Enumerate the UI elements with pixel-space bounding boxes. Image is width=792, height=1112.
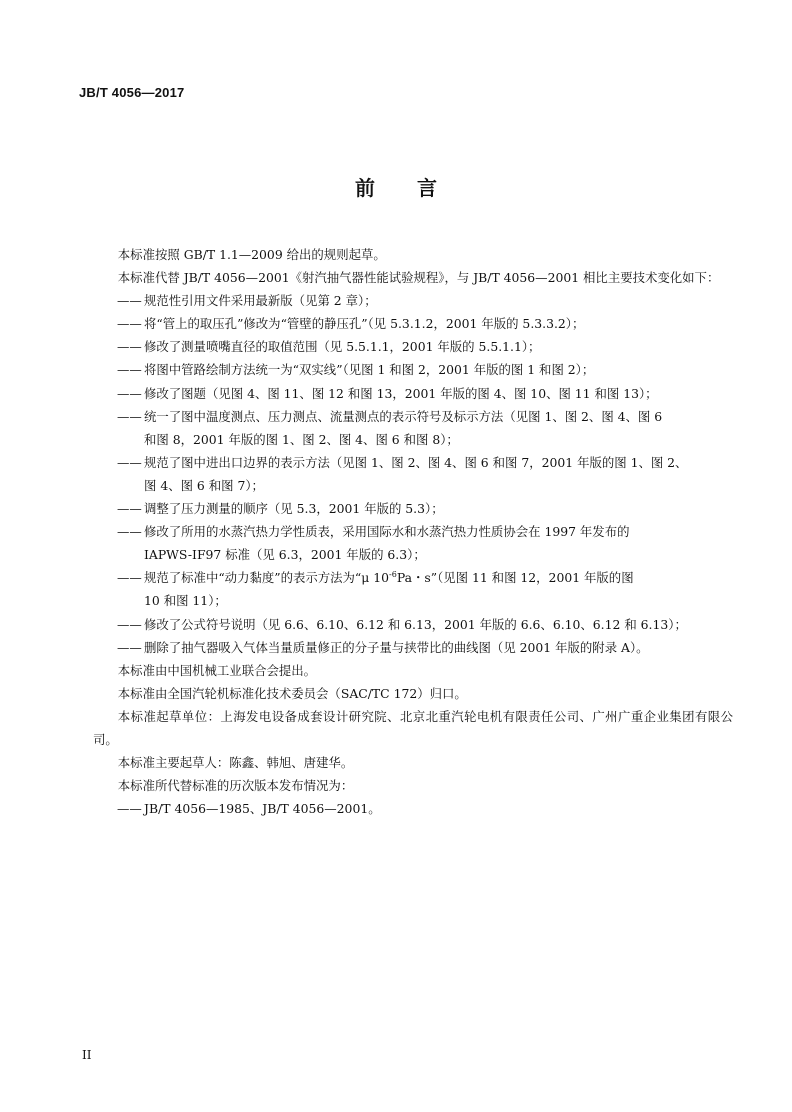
- foreword-body: [93, 243, 733, 820]
- history-item: —— JB/T 4056—1985、JB/T 4056—2001。: [93, 797, 733, 820]
- dash-mark: ——: [117, 616, 142, 632]
- change-item: —— 修改了图题（见图 4、图 11、图 12 和图 13，2001 年版的图 4、图 10、图 11 和图 13）；: [93, 382, 733, 405]
- dash-mark: ——: [117, 339, 142, 355]
- page-title: [0, 172, 792, 201]
- change-item: —— 调整了压力测量的顺序（见 5.3，2001 年版的 5.3）；: [93, 497, 733, 520]
- change-item: —— 将图中管路绘制方法统一为“双实线”（见图 1 和图 2，2001 年版的图 1 和图 2）；: [93, 358, 733, 381]
- change-item: —— 修改了所用的水蒸汽热力学性质表，采用国际水和水蒸汽热力性质协会在 1997 年发布的 IAPWS-IF97 标准（见 6.3，2001 年版的 6.3）；: [93, 520, 733, 566]
- document-code-header: JB/T 4056—2017: [79, 85, 185, 100]
- change-item: —— 修改了公式符号说明（见 6.6、6.10、6.12 和 6.13，2001 年版的 6.6、6.10、6.12 和 6.13）；: [93, 613, 733, 636]
- exponent: -6: [389, 570, 397, 580]
- page-number: II: [82, 1048, 92, 1062]
- dash-mark: ——: [117, 639, 142, 655]
- paragraph-drafting-rule: 本标准按照 GB/T 1.1—2009 给出的规则起草。: [117, 247, 386, 262]
- dash-mark: ——: [117, 408, 142, 424]
- paragraph-replacement: 本标准代替 JB/T 4056—2001《射汽抽气器性能试验规程》，与 JB/T 4056—2001 相比主要技术变化如下：: [117, 270, 720, 286]
- dash-mark: ——: [117, 524, 142, 540]
- dash-mark: ——: [117, 454, 142, 470]
- dash-mark: ——: [117, 362, 142, 378]
- dash-mark: ——: [117, 316, 142, 332]
- change-item: —— 规范了标准中“动力黏度”的表示方法为“μ $10^{-6}Pa$・s”（见图 11 和图 12，2001 年版的图 10 和图 11）；: [93, 566, 733, 612]
- dash-mark: ——: [117, 570, 142, 586]
- change-item: —— 规范了图中进出口边界的表示方法（见图 1、图 2、图 4、图 6 和图 7，2001 年版的图 1、图 2、 图 4、图 6 和图 7）；: [93, 451, 733, 497]
- dash-mark: ——: [117, 501, 142, 517]
- title-char-1: 前: [355, 176, 375, 200]
- dash-mark: ——: [117, 385, 142, 401]
- change-item: —— 统一了图中温度测点、压力测点、流量测点的表示符号及标示方法（见图 1、图 2、图 4、图 6 和图 8，2001 年版的图 1、图 2、图 4、图 6 和图 8）；: [93, 405, 733, 451]
- change-item: —— 修改了测量喷嘴直径的取值范围（见 5.5.1.1，2001 年版的 5.5.1.1）；: [93, 335, 733, 358]
- change-item: —— 规范性引用文件采用最新版（见第 2 章）；: [93, 289, 733, 312]
- paragraph-drafting-units: 本标准起草单位：上海发电设备成套设计研究院、北京北重汽轮电机有限责任公司、广州广重企业集团有限公司。: [93, 708, 733, 747]
- dash-mark: ——: [117, 293, 142, 309]
- change-item: —— 删除了抽气器吸入气体当量质量修正的分子量与挟带比的曲线图（见 2001 年版的附录 A）。: [93, 636, 733, 659]
- change-item: —— 将“管上的取压孔”修改为“管壁的静压孔”（见 5.3.1.2，2001 年版的 5.3.3.2）；: [93, 312, 733, 335]
- paragraph-proposer: 本标准由中国机械工业联合会提出。: [117, 662, 317, 678]
- paragraph-drafters: 本标准主要起草人：陈鑫、韩旭、唐建华。: [117, 755, 354, 771]
- paragraph-administrator: 本标准由全国汽轮机标准化技术委员会（SAC/TC 172）归口。: [117, 685, 467, 701]
- title-char-2: 言: [417, 176, 437, 200]
- paragraph-history-intro: 本标准所代替标准的历次版本发布情况为：: [117, 778, 354, 794]
- dash-mark: ——: [117, 801, 142, 817]
